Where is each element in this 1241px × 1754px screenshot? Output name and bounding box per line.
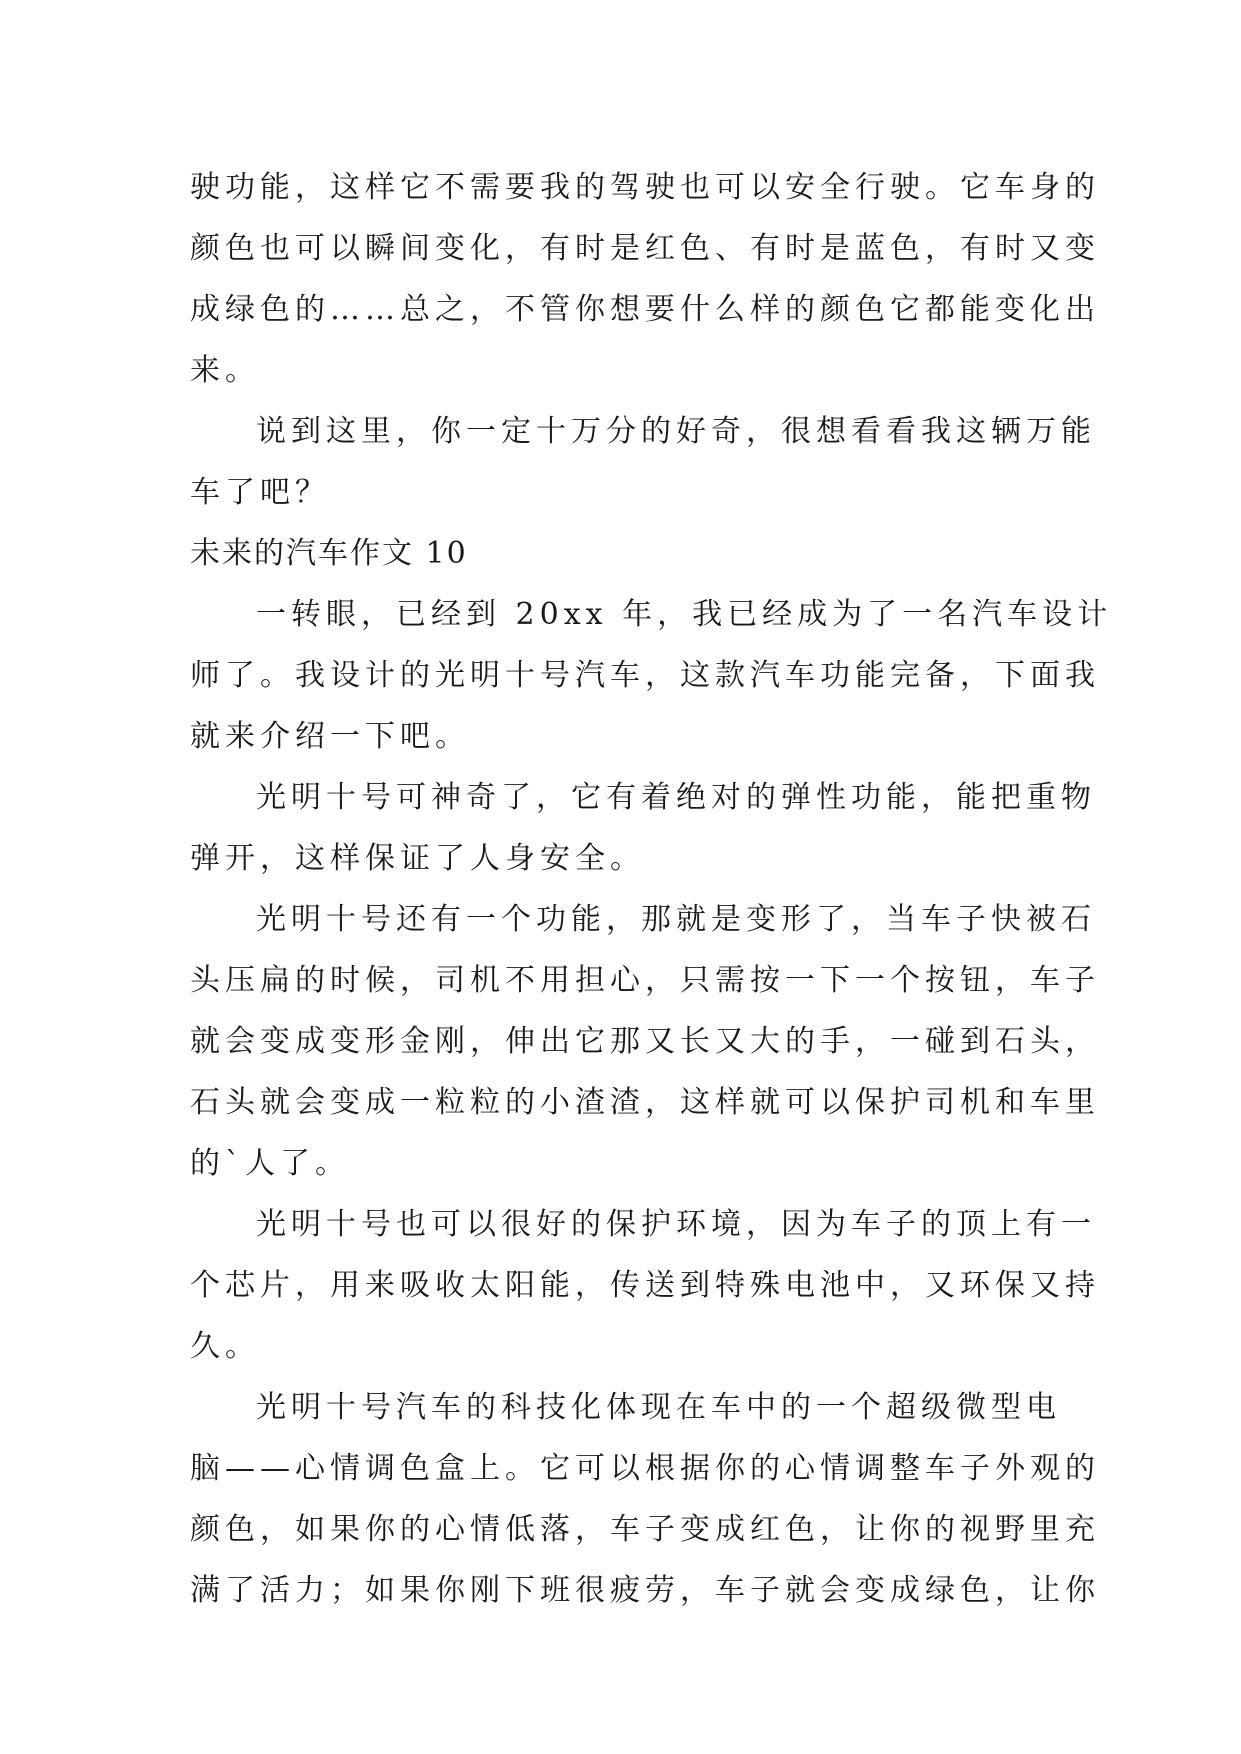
text-line: 说到这里，你一定十万分的好奇，很想看看我这辆万能 (256, 414, 1096, 449)
text-line: 久。 (190, 1329, 260, 1364)
text-line: 弹开，这样保证了人身安全。 (190, 841, 645, 876)
text-line: 颜色，如果你的心情低落，车子变成红色，让你的视野里充 (190, 1512, 1100, 1547)
paragraph (190, 1377, 1100, 1621)
section-heading (190, 523, 1050, 584)
paragraph (190, 889, 1100, 1194)
text-line: 来。 (190, 353, 260, 388)
heading-text: 未来的汽车作文 10 (190, 536, 468, 571)
paragraph (190, 767, 1096, 889)
text-line: 车了吧？ (190, 475, 330, 510)
paragraph (190, 401, 1096, 523)
paragraph (190, 157, 1100, 401)
text-line: 光明十号可神奇了，它有着绝对的弹性功能，能把重物 (256, 780, 1096, 815)
text-line: 一转眼，已经到 20xx 年，我已经成为了一名汽车设计 (256, 597, 1113, 632)
text-line: 脑——心情调色盒上。它可以根据你的心情调整车子外观的 (190, 1451, 1100, 1486)
text-line: 光明十号也可以很好的保护环境，因为车子的顶上有一 (256, 1207, 1096, 1242)
text-line: 个芯片，用来吸收太阳能，传送到特殊电池中，又环保又持 (190, 1268, 1100, 1303)
text-line: 驶功能，这样它不需要我的驾驶也可以安全行驶。它车身的 (190, 170, 1100, 205)
text-line: 颜色也可以瞬间变化，有时是红色、有时是蓝色，有时又变 (190, 231, 1100, 266)
text-line: 就会变成变形金刚，伸出它那又长又大的手，一碰到石头， (190, 1024, 1100, 1059)
text-line: 头压扁的时候，司机不用担心，只需按一下一个按钮，车子 (190, 963, 1100, 998)
paragraph (190, 1194, 1100, 1377)
document-body (190, 157, 1113, 1621)
text-line: 光明十号还有一个功能，那就是变形了，当车子快被石 (256, 902, 1096, 937)
text-line: 成绿色的……总之，不管你想要什么样的颜色它都能变化出 (190, 292, 1100, 327)
text-line: 师了。我设计的光明十号汽车，这款汽车功能完备，下面我 (190, 658, 1100, 693)
text-line: 就来介绍一下吧。 (190, 719, 470, 754)
text-line: 的`人了。 (190, 1146, 350, 1181)
text-line: 满了活力；如果你刚下班很疲劳，车子就会变成绿色，让你 (190, 1573, 1100, 1608)
text-line: 石头就会变成一粒粒的小渣渣，这样就可以保护司机和车里 (190, 1085, 1100, 1120)
text-line: 光明十号汽车的科技化体现在车中的一个超级微型电 (256, 1390, 1061, 1425)
paragraph (190, 584, 1113, 767)
